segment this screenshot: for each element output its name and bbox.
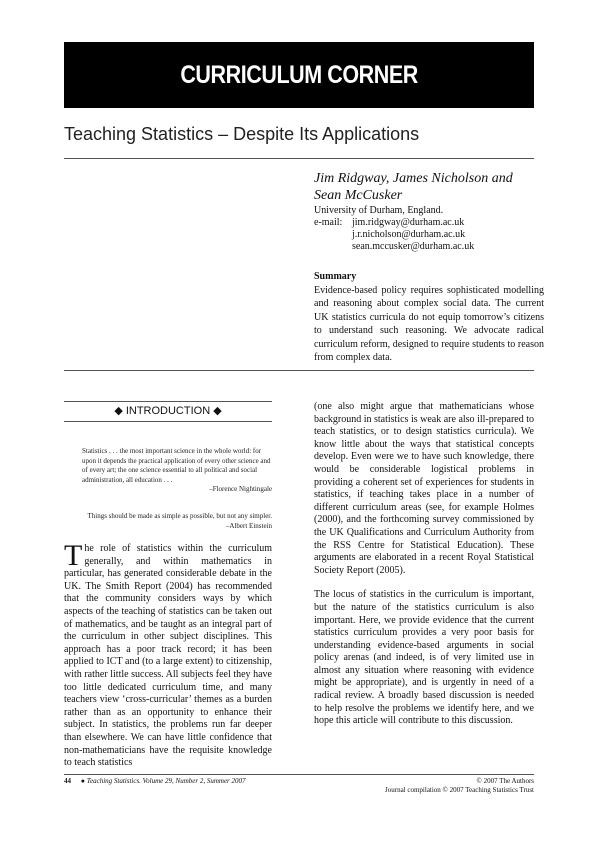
bullet-icon: ● bbox=[80, 777, 85, 785]
institution: University of Durham, England. bbox=[314, 205, 444, 216]
summary-divider bbox=[64, 370, 534, 371]
summary-block bbox=[314, 270, 544, 365]
article-title: Teaching Statistics – Despite Its Applications bbox=[64, 124, 420, 144]
body-column-left bbox=[64, 539, 272, 770]
quote-text: Statistics . . . the most important science in the whole world: for upon it depends the practical application of every other science and of every art; the one science essential to all political and social administration, all education . . . bbox=[82, 447, 271, 484]
section-rule-top bbox=[64, 401, 272, 402]
body-column-right bbox=[314, 401, 534, 740]
quote-attribution: –Albert Einstein bbox=[225, 521, 272, 530]
footer-divider bbox=[64, 774, 534, 775]
quote-text: Things should be made as simple as possible, but not any simpler. bbox=[87, 512, 272, 520]
footer-right bbox=[385, 777, 534, 795]
section-banner bbox=[64, 42, 534, 108]
summary-text: Evidence-based policy requires sophisticated modelling and reasoning about complex social data. The current UK statistics curricula do not equip tomorrow’s citizens to understand such reasoning. We advocate radical curriculum reform, designed to require students to reason from complex data. bbox=[314, 284, 544, 363]
email-address[interactable]: sean.mccusker@durham.ac.uk bbox=[352, 241, 475, 252]
summary-heading: Summary bbox=[314, 271, 357, 282]
quote-attribution: –Florence Nightingale bbox=[209, 485, 272, 494]
author-list: Jim Ridgway, James Nicholson and Sean McCusker bbox=[314, 171, 513, 203]
body-paragraph: (one also might argue that mathematicians whose background in statistics is weak are also ill-prepared to teach statistics, or to design statistics curricula). We know little about the ways that statistical concepts develop. Even were we to have such knowledge, there would be considerable logistical problems in providing a coherent set of experiences for students in statistics, if teaching takes place in a number of different curriculum areas (see, for example Holmes (2000), and the forthcoming survey commissioned by the UK Qualifications and Curriculum Authority from the RSS Centre for Statistical Education). These arguments are elaborated in a recent Royal Statistical Society Report (2005). bbox=[314, 401, 534, 576]
copyright-authors: © 2007 The Authors bbox=[476, 777, 534, 785]
section-rule-bottom bbox=[64, 421, 272, 422]
footer-left bbox=[64, 777, 246, 785]
email-address[interactable]: jim.ridgway@durham.ac.uk bbox=[352, 217, 465, 228]
drop-cap: T bbox=[64, 539, 83, 572]
body-paragraph: he role of statistics within the curriculum generally, and within mathematics in particular, has generated considerable debate in the UK. The Smith Report (2004) has recommended that the community considers ways by which aspects of the teaching of statistics can be taken out of mathematics, and be taught as an integral part of the curriculum in other subject disciplines. This approach has a poor track record; it has been applied to ICT and (to a large extent) to citizenship, with rather little success. All subjects feel they have too little dedicated curriculum time, and many teachers view ‘cross-curricular’ themes as a burden rather than as an opportunity to enhance their subject. In statistics, the problems run far deeper than elsewhere. We can have little confidence that non-mathematicians have the requisite knowledge to teach statistics bbox=[64, 543, 272, 769]
body-paragraph: The locus of statistics in the curriculum is important, but the nature of the statistics curriculum is also important. Here, we provide evidence that the current statistics curriculum provides a very poor basis for understanding evidence-based arguments in social policy arenas (and indeed, is of very limited use in almost any situation where reasoning with evidence might be appropriate), and is urgently in need of a radical review. A broadly based discussion is needed to help resolve the problems we identify here, and we hope this article will contribute to this discussion. bbox=[314, 589, 534, 727]
journal-citation: Teaching Statistics. Volume 29, Number 2, Summer 2007 bbox=[86, 777, 246, 785]
copyright-journal: Journal compilation © 2007 Teaching Statistics Trust bbox=[385, 786, 534, 794]
page-number: 44 bbox=[64, 777, 71, 785]
email-label: e-mail: bbox=[314, 217, 343, 228]
affiliation-block bbox=[314, 205, 534, 253]
email-row bbox=[314, 217, 534, 229]
epigraph-quote bbox=[82, 512, 272, 531]
email-address[interactable]: j.r.nicholson@durham.ac.uk bbox=[352, 229, 466, 240]
title-divider bbox=[64, 158, 534, 159]
section-heading: ◆ INTRODUCTION ◆ bbox=[114, 405, 222, 417]
epigraph-quote bbox=[82, 447, 272, 495]
banner-title: CURRICULUM CORNER bbox=[180, 60, 418, 89]
